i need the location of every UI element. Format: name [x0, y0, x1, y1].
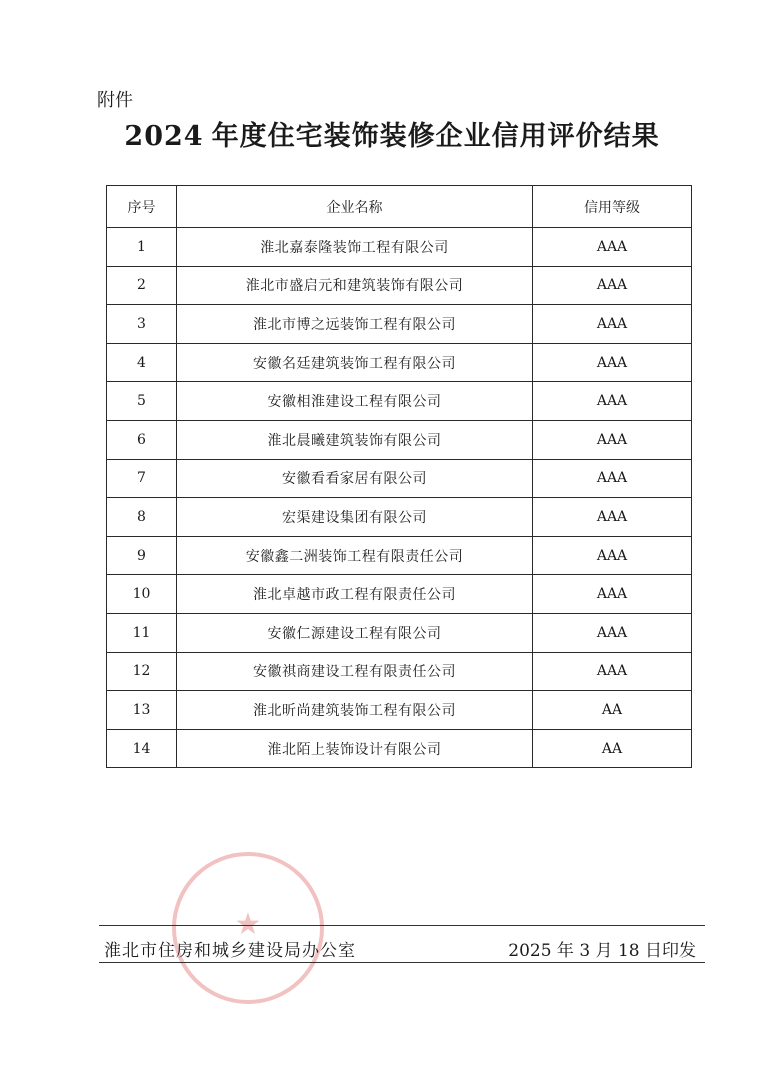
cell-grade: AAA	[533, 536, 692, 575]
cell-company-name: 安徽看看家居有限公司	[177, 459, 533, 498]
cell-no: 3	[107, 305, 177, 344]
cell-grade: AAA	[533, 575, 692, 614]
cell-no: 1	[107, 228, 177, 267]
cell-no: 12	[107, 652, 177, 691]
official-seal	[168, 848, 328, 1008]
column-header-no: 序号	[107, 186, 177, 228]
cell-company-name: 安徽名廷建筑装饰工程有限公司	[177, 343, 533, 382]
cell-no: 8	[107, 498, 177, 537]
cell-no: 4	[107, 343, 177, 382]
cell-grade: AA	[533, 691, 692, 730]
cell-company-name: 淮北晨曦建筑装饰有限公司	[177, 420, 533, 459]
title-text: 年度住宅装饰装修企业信用评价结果	[211, 121, 660, 152]
credit-rating-table	[106, 185, 692, 768]
table-row	[107, 459, 692, 498]
cell-no: 2	[107, 266, 177, 305]
table-row	[107, 420, 692, 459]
cell-no: 13	[107, 691, 177, 730]
table-header-row	[107, 186, 692, 228]
table-row	[107, 266, 692, 305]
cell-company-name: 淮北市博之远装饰工程有限公司	[177, 305, 533, 344]
cell-no: 9	[107, 536, 177, 575]
table-row	[107, 536, 692, 575]
table-row	[107, 382, 692, 421]
cell-company-name: 淮北市盛启元和建筑装饰有限公司	[177, 266, 533, 305]
table-row	[107, 729, 692, 768]
cell-no: 14	[107, 729, 177, 768]
cell-company-name: 安徽祺商建设工程有限责任公司	[177, 652, 533, 691]
footer-top-rule	[99, 925, 705, 926]
cell-grade: AAA	[533, 305, 692, 344]
cell-company-name: 淮北卓越市政工程有限责任公司	[177, 575, 533, 614]
cell-no: 6	[107, 420, 177, 459]
table-row	[107, 305, 692, 344]
cell-grade: AAA	[533, 459, 692, 498]
cell-grade: AAA	[533, 382, 692, 421]
cell-company-name: 安徽相淮建设工程有限公司	[177, 382, 533, 421]
cell-grade: AAA	[533, 266, 692, 305]
cell-grade: AAA	[533, 343, 692, 382]
cell-no: 11	[107, 613, 177, 652]
cell-no: 10	[107, 575, 177, 614]
cell-company-name: 淮北昕尚建筑装饰工程有限公司	[177, 691, 533, 730]
cell-no: 7	[107, 459, 177, 498]
table-row	[107, 613, 692, 652]
column-header-grade: 信用等级	[533, 186, 692, 228]
cell-company-name: 安徽仁源建设工程有限公司	[177, 613, 533, 652]
table-row	[107, 228, 692, 267]
page-title	[0, 114, 784, 153]
column-header-name: 企业名称	[177, 186, 533, 228]
table-row	[107, 498, 692, 537]
cell-grade: AAA	[533, 652, 692, 691]
table-row	[107, 652, 692, 691]
cell-grade: AAA	[533, 613, 692, 652]
cell-grade: AAA	[533, 228, 692, 267]
cell-grade: AAA	[533, 420, 692, 459]
svg-text:★: ★	[234, 907, 262, 942]
cell-grade: AAA	[533, 498, 692, 537]
footer-issuer: 淮北市住房和城乡建设局办公室	[104, 941, 356, 961]
attachment-label: 附件	[97, 90, 133, 111]
cell-no: 5	[107, 382, 177, 421]
table-row	[107, 575, 692, 614]
table-row	[107, 691, 692, 730]
title-year: 2024	[124, 121, 204, 152]
cell-company-name: 淮北陌上装饰设计有限公司	[177, 729, 533, 768]
cell-company-name: 宏渠建设集团有限公司	[177, 498, 533, 537]
table-row	[107, 343, 692, 382]
footer-bottom-rule	[99, 962, 705, 963]
cell-company-name: 淮北嘉泰隆装饰工程有限公司	[177, 228, 533, 267]
footer-date: 2025 年 3 月 18 日印发	[508, 941, 696, 961]
cell-company-name: 安徽鑫二洲装饰工程有限责任公司	[177, 536, 533, 575]
cell-grade: AA	[533, 729, 692, 768]
